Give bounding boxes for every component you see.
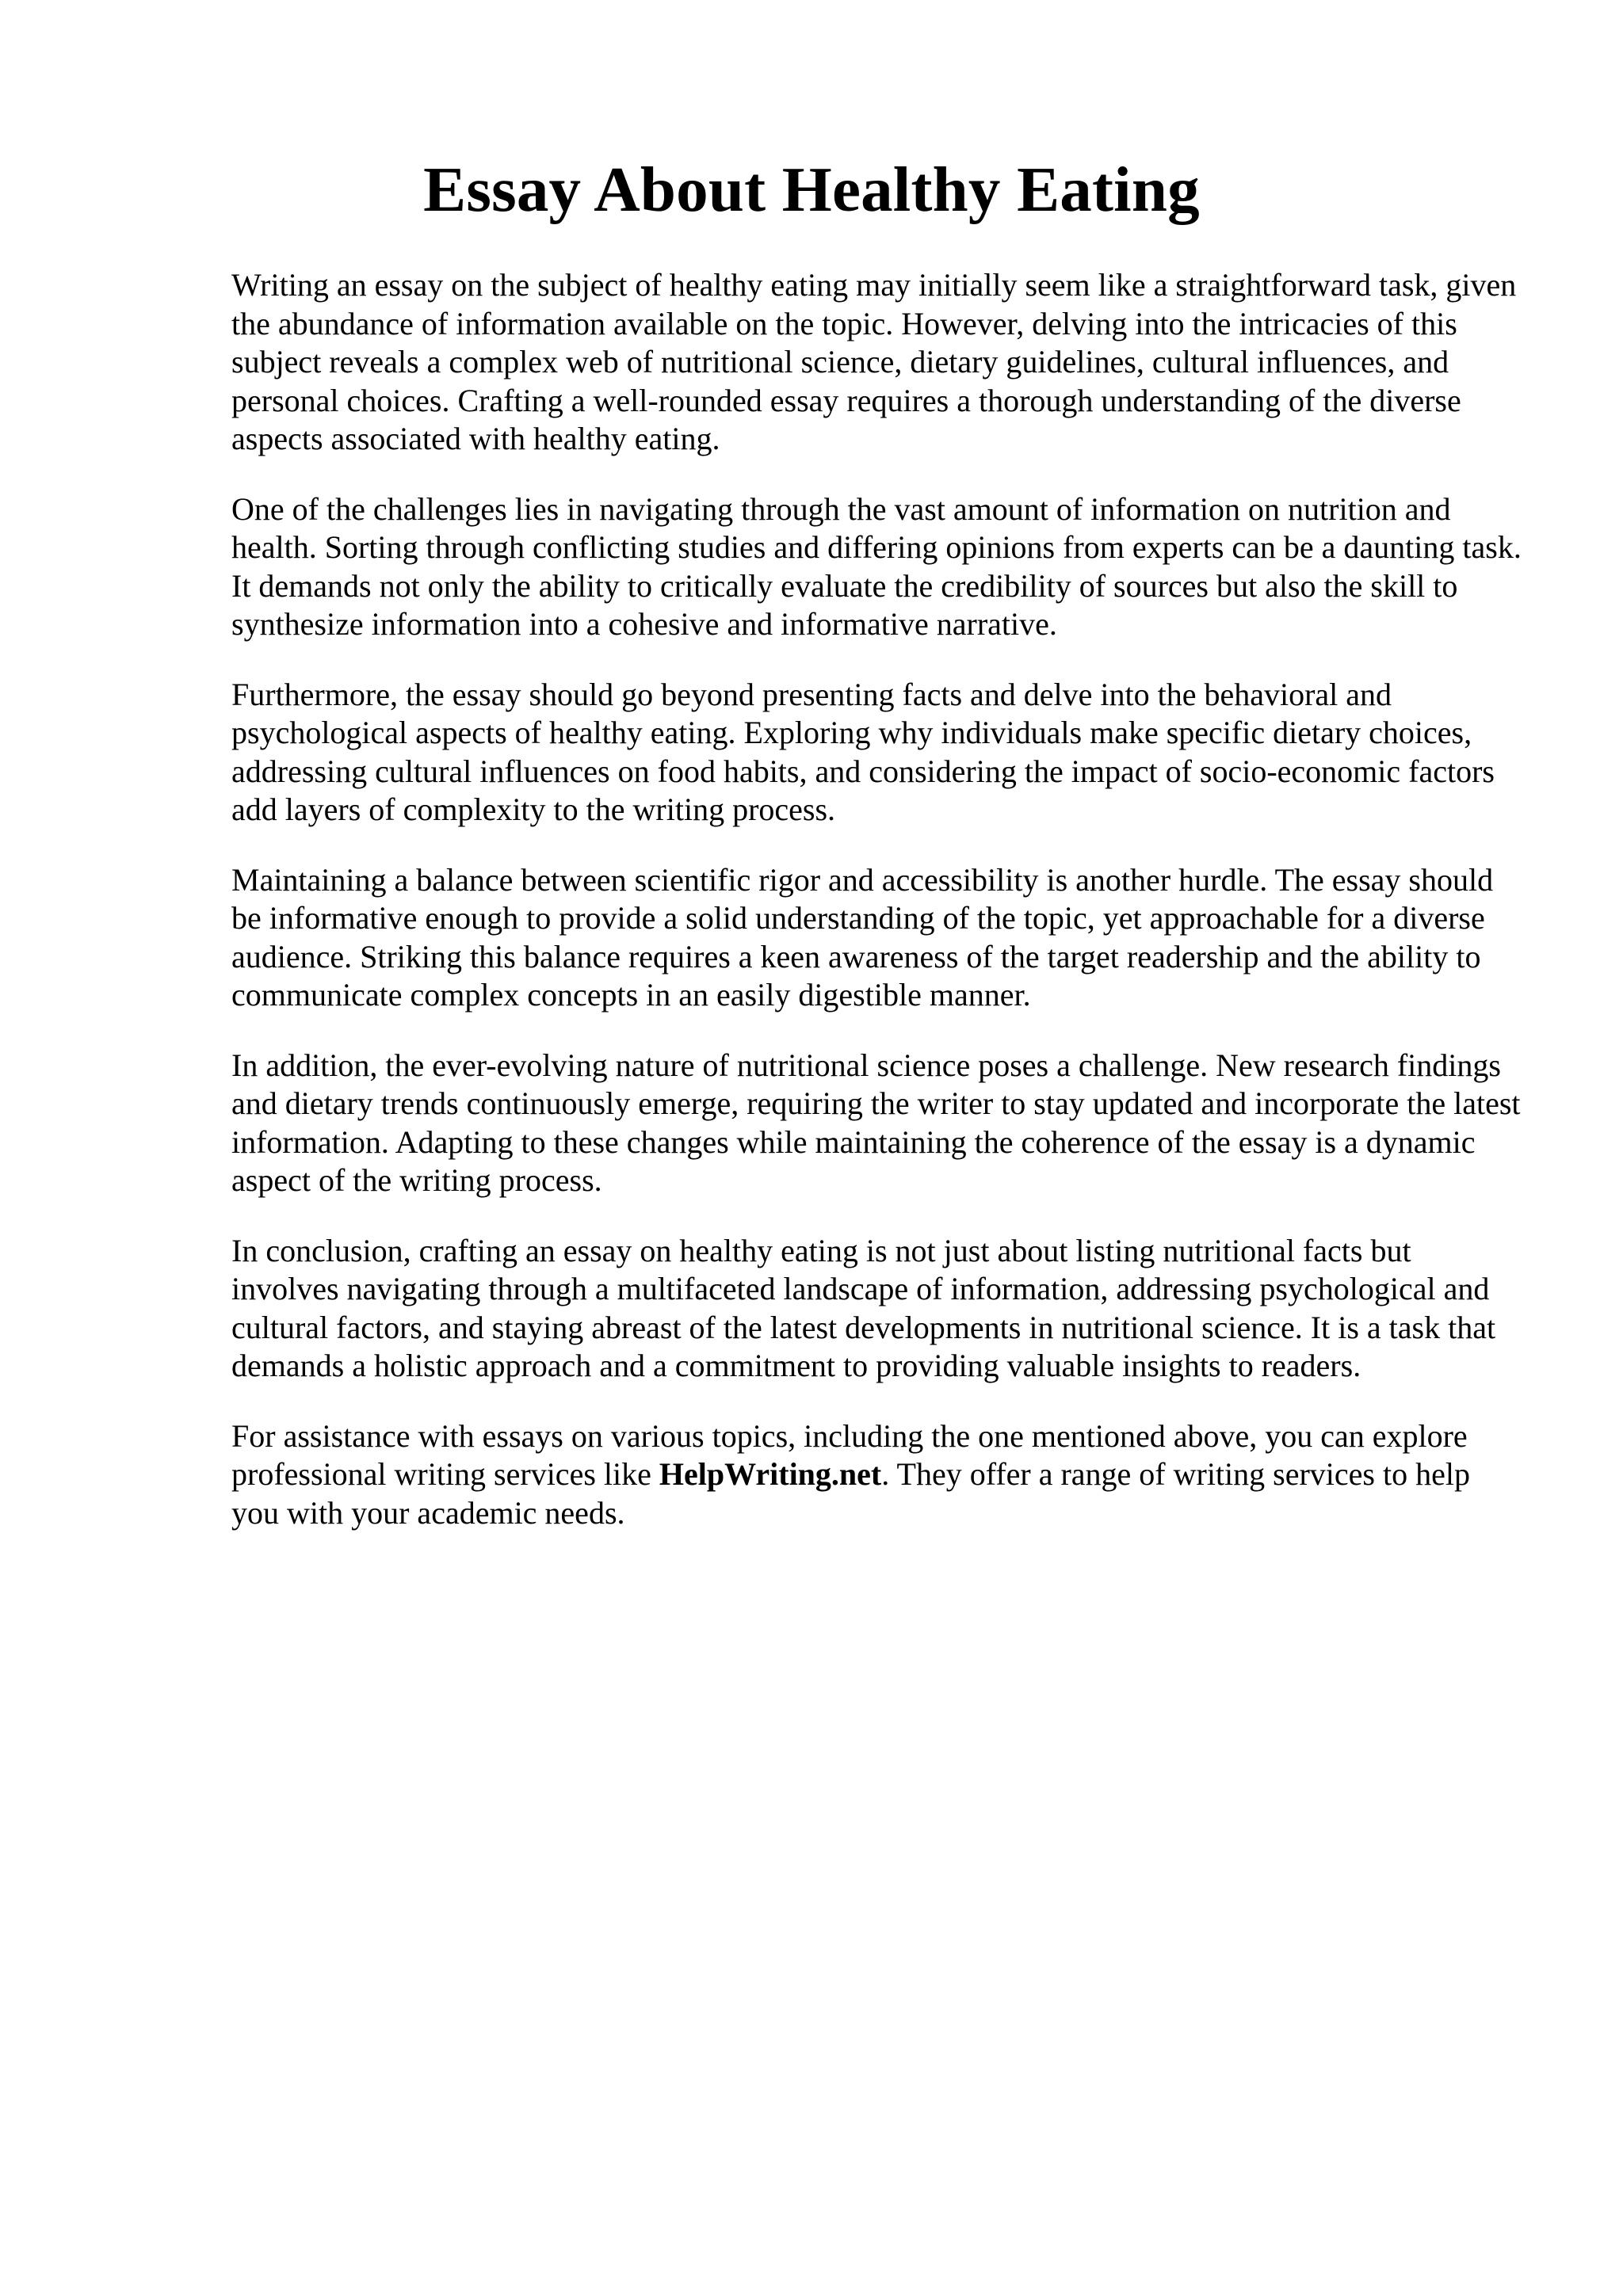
paragraph-evolving-science: In addition, the ever-evolving nature of nutritional science poses a challenge. New research findings and dietary trends continuously emerge, requiring the writer to stay updated and incorporate the latest information. Adapting to these changes while maintaining the coherence of the essay is a dynamic aspect of the writing process. xyxy=(231,1047,1521,1198)
paragraph-behavioral-aspects: Furthermore, the essay should go beyond presenting facts and delve into the behavioral and psychological aspects of healthy eating. Exploring why individuals make specific dietary choices, addressing cultural influences on food habits, and considering the impact of socio-economic factors add layers of complexity to the writing process. xyxy=(231,676,1495,827)
closing-text-before: For assistance with essays on various topics, including the one mentioned above, you can explore professional writing services like xyxy=(231,1417,1468,1492)
paragraph-conclusion: In conclusion, crafting an essay on healthy eating is not just about listing nutritional facts but involves navigating through a multifaceted landscape of information, addressing psychological and cultural factors, and staying abreast of the latest developments in nutritional science. It is a task that demands a holistic approach and a commitment to providing valuable insights to readers. xyxy=(231,1232,1496,1383)
closing-text-after: . They offer a range of writing services to help you with your academic needs. xyxy=(231,1456,1470,1531)
paragraph-information-challenge: One of the challenges lies in navigating through the vast amount of information on nutrition and health. Sorting through conflicting studies and differing opinions from experts can be a daunting task. It demands not only the ability to critically evaluate the credibility of sources but also the skill to synthesize information into a cohesive and informative narrative. xyxy=(231,490,1522,642)
essay-body xyxy=(231,266,1523,1564)
paragraph-closing xyxy=(231,1417,1523,1533)
paragraph-intro: Writing an essay on the subject of healthy eating may initially seem like a straightforward task, given the abundance of information available on the topic. However, delving into the intricacies of this subject reveals a complex web of nutritional science, dietary guidelines, cultural influences, and personal choices. Crafting a well-rounded essay requires a thorough understanding of the diverse aspects associated with healthy eating. xyxy=(231,267,1517,456)
page-title: Essay About Healthy Eating xyxy=(423,154,1200,225)
brand-name: HelpWriting.net xyxy=(659,1456,882,1492)
paragraph-balance: Maintaining a balance between scientific rigor and accessibility is another hurdle. The essay should be informative enough to provide a solid understanding of the topic, yet approachable for a diverse audience. Striking this balance requires a keen awareness of the target readership and the ability to communicate complex concepts in an easily digestible manner. xyxy=(231,861,1494,1013)
